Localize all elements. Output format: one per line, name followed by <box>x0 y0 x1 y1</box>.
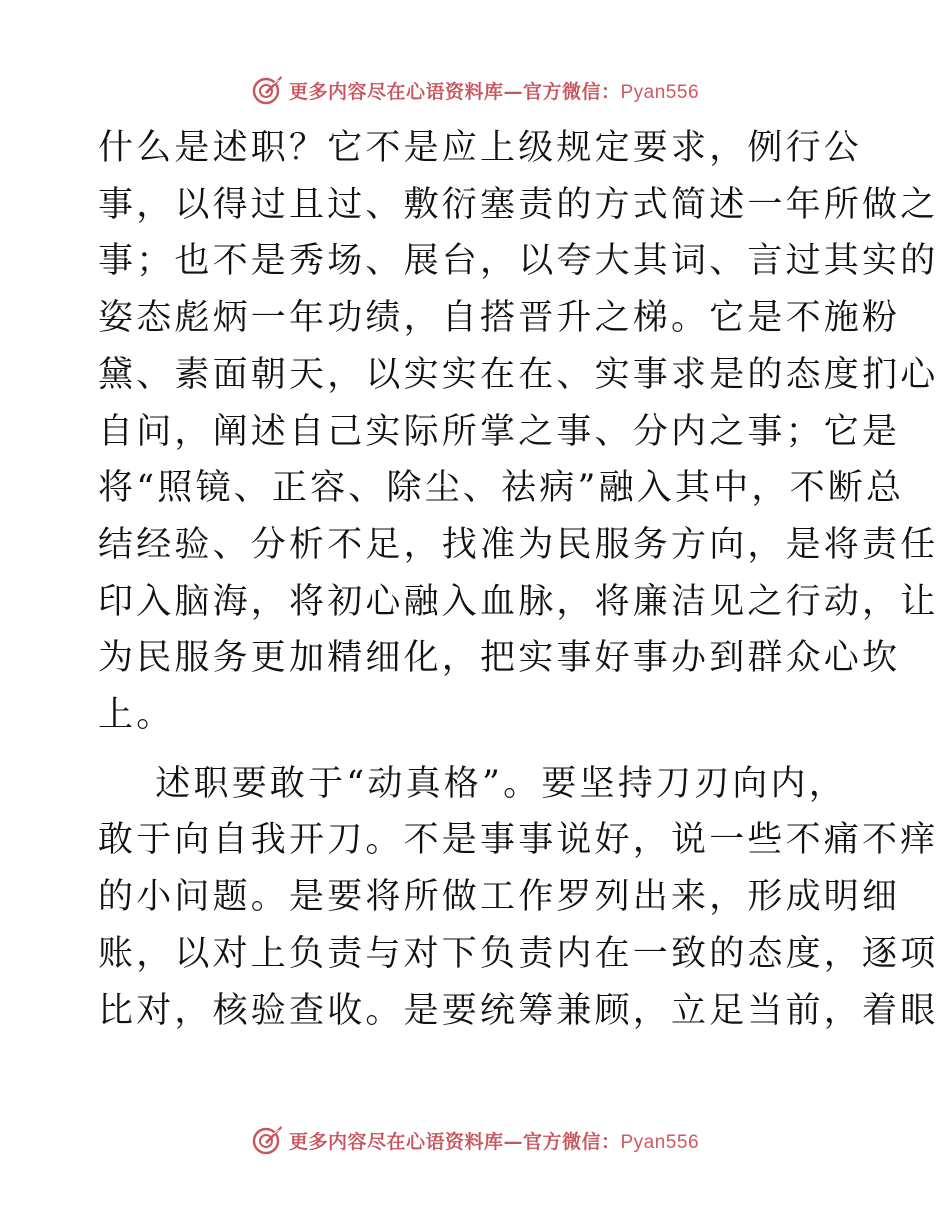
text-line: 事；也不是秀场、展台，以夸大其词、言过其实的 <box>98 241 939 282</box>
text-line: 上。 <box>98 695 175 736</box>
document-body <box>98 120 939 1039</box>
paragraph-1 <box>98 120 939 744</box>
text-line: 为民服务更加精细化，把实事好事办到群众心坎 <box>98 638 901 679</box>
quill-logo-icon <box>251 1123 285 1157</box>
watermark-text: 更多内容尽在心语资料库—官方微信：Pyan556 <box>288 1130 700 1153</box>
footer-watermark <box>0 1120 950 1160</box>
text-line: 述职要敢于“动真格”。要坚持刀刃向内， <box>98 763 847 804</box>
text-line: 将“照镜、正容、除尘、祛病”融入其中，不断总 <box>98 468 905 509</box>
text-line: 自问，阐述自己实际所掌之事、分内之事；它是 <box>98 411 901 452</box>
text-line: 账，以对上负责与对下负责内在一致的态度，逐项 <box>98 933 939 974</box>
text-line: 印入脑海，将初心融入血脉，将廉洁见之行动，让 <box>98 581 939 622</box>
quill-logo-icon <box>251 73 285 107</box>
watermark-text: 更多内容尽在心语资料库—官方微信：Pyan556 <box>288 80 700 103</box>
text-line: 敢于向自我开刀。不是事事说好，说一些不痛不痒 <box>98 820 939 861</box>
text-line: 黛、素面朝天，以实实在在、实事求是的态度扪心 <box>98 354 939 395</box>
text-line: 的小问题。是要将所做工作罗列出来，形成明细 <box>98 877 901 918</box>
paragraph-2 <box>98 756 939 1040</box>
text-line: 比对，核验查收。是要统筹兼顾，立足当前，着眼 <box>98 990 939 1031</box>
text-line: 事，以得过且过、敷衍塞责的方式简述一年所做之 <box>98 184 939 225</box>
header-watermark <box>0 70 950 110</box>
text-line: 姿态彪炳一年功绩，自搭晋升之梯。它是不施粉 <box>98 298 901 339</box>
text-line: 什么是述职？它不是应上级规定要求，例行公 <box>98 128 863 168</box>
text-line: 结经验、分析不足，找准为民服务方向，是将责任 <box>98 524 939 565</box>
